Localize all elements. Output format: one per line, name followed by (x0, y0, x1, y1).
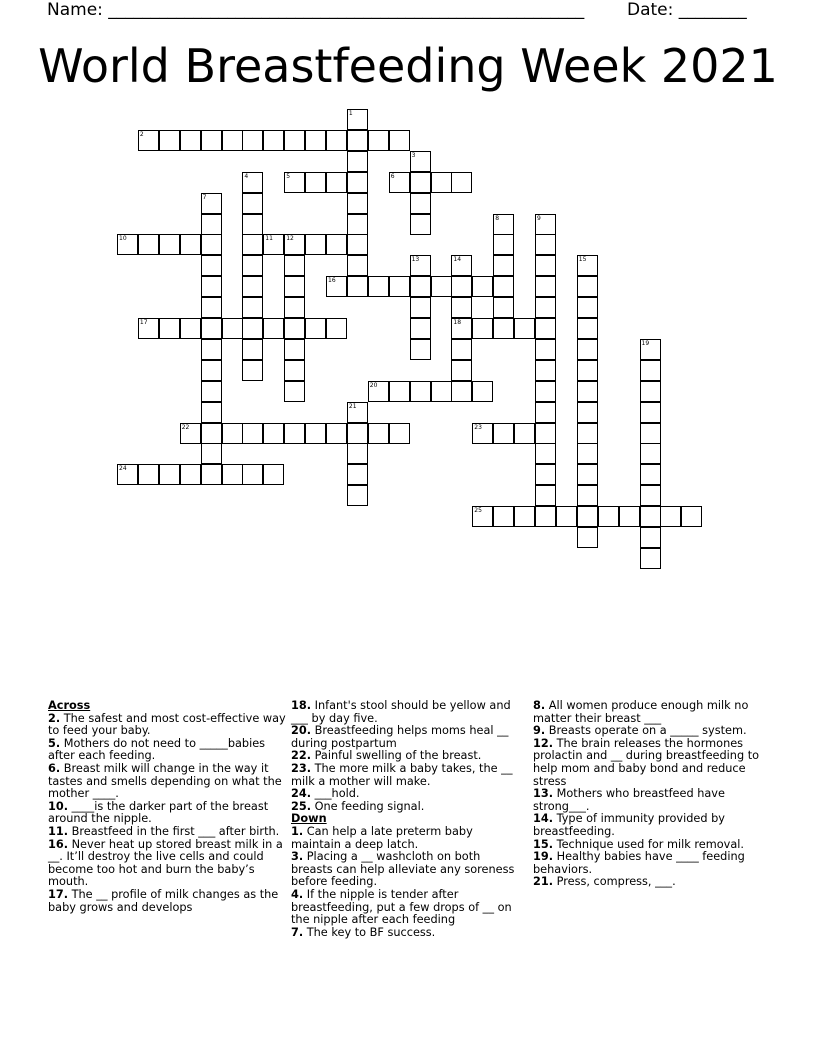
clue-item-number: 12. (533, 736, 554, 750)
clue-number: 11 (265, 235, 273, 243)
grid-cell[interactable] (535, 402, 556, 423)
grid-cell[interactable] (117, 464, 138, 485)
grid-cell[interactable] (242, 318, 263, 339)
grid-cell[interactable] (305, 234, 326, 255)
clue-item-number: 22. (291, 749, 312, 763)
grid-cell[interactable] (577, 443, 598, 464)
grid-cell[interactable] (681, 506, 702, 527)
grid-cell[interactable] (180, 464, 201, 485)
clue-item (291, 700, 523, 725)
grid-cell[interactable] (284, 130, 305, 151)
clue-item (291, 889, 523, 927)
date-field-label[interactable]: Date: ________ (627, 0, 747, 20)
clue-item-text: Breasts operate on a _____ system. (545, 724, 747, 738)
grid-cell[interactable] (138, 234, 159, 255)
clue-item-text: Breastfeeding helps moms heal __ during postpartum (291, 724, 509, 750)
grid-cell[interactable] (451, 172, 472, 193)
grid-cell[interactable] (326, 276, 347, 297)
grid-cell[interactable] (640, 485, 661, 506)
grid-cell[interactable] (640, 402, 661, 423)
grid-cell[interactable] (535, 485, 556, 506)
grid-cell[interactable] (347, 193, 368, 214)
clue-number: 12 (286, 235, 294, 243)
grid-cell[interactable] (472, 423, 493, 444)
grid-cell[interactable] (431, 276, 452, 297)
clue-number: 25 (474, 507, 482, 515)
grid-cell[interactable] (138, 130, 159, 151)
grid-cell[interactable] (138, 464, 159, 485)
clue-number: 18 (453, 319, 462, 326)
clue-item-text: Type of immunity provided by breastfeeding. (533, 812, 725, 838)
grid-cell[interactable] (577, 339, 598, 360)
grid-cell[interactable] (577, 255, 598, 276)
grid-cell[interactable] (347, 423, 368, 444)
grid-cell[interactable] (493, 255, 514, 276)
grid-cell[interactable] (640, 548, 661, 569)
grid-cell[interactable] (242, 360, 263, 381)
grid-cell[interactable] (535, 318, 556, 339)
grid-cell[interactable] (389, 276, 410, 297)
grid-cell[interactable] (535, 276, 556, 297)
clue-item-number: 23. (291, 761, 312, 775)
clue-item (291, 725, 523, 750)
clue-item-text: The more milk a baby takes, the __ milk a mother will make. (291, 761, 513, 788)
grid-cell[interactable] (410, 255, 431, 276)
clue-item-number: 10. (48, 799, 69, 813)
clues-column-1 (48, 700, 286, 914)
clue-item-number: 21. (533, 875, 554, 889)
grid-cell[interactable] (284, 360, 305, 381)
clue-item-text: Infant's stool should be yellow and ___ by day five. (291, 699, 511, 725)
clue-number: 15 (578, 256, 587, 264)
grid-cell[interactable] (472, 318, 493, 339)
clue-item (291, 826, 523, 851)
clue-item (533, 788, 771, 813)
clue-item-text: The key to BF success. (303, 925, 436, 939)
clue-item (291, 763, 523, 788)
clues-column-2 (291, 700, 523, 939)
grid-cell[interactable] (451, 339, 472, 360)
grid-cell[interactable] (284, 255, 305, 276)
grid-cell[interactable] (201, 443, 222, 464)
clue-number: 5 (286, 172, 291, 180)
grid-cell[interactable] (347, 214, 368, 235)
grid-cell[interactable] (263, 423, 284, 444)
clue-item-number: 14. (533, 812, 554, 826)
grid-cell[interactable] (138, 318, 159, 339)
clue-item-number: 16. (48, 837, 69, 851)
clue-item-number: 7. (291, 925, 304, 939)
grid-cell[interactable] (535, 339, 556, 360)
grid-cell[interactable] (535, 214, 556, 235)
grid-cell[interactable] (368, 423, 389, 444)
clue-item-number: 8. (533, 699, 546, 712)
grid-cell[interactable] (284, 276, 305, 297)
grid-cell[interactable] (493, 276, 514, 297)
grid-cell[interactable] (305, 318, 326, 339)
grid-cell[interactable] (347, 464, 368, 485)
clue-item-text: ___hold. (311, 787, 360, 801)
clue-item (533, 738, 771, 788)
clue-section-header: Down (291, 812, 327, 826)
grid-cell[interactable] (242, 423, 263, 444)
clue-item-text: Placing a __ washcloth on both breasts can help alleviate any soreness before feeding. (291, 850, 515, 889)
grid-cell[interactable] (535, 443, 556, 464)
clue-item (533, 813, 771, 838)
grid-cell[interactable] (368, 381, 389, 402)
grid-cell[interactable] (514, 506, 535, 527)
grid-cell[interactable] (410, 381, 431, 402)
grid-cell[interactable] (535, 297, 556, 318)
clue-number: 4 (244, 172, 249, 180)
clue-number: 20 (369, 381, 378, 389)
grid-cell[interactable] (535, 360, 556, 381)
grid-cell[interactable] (201, 130, 222, 151)
grid-cell[interactable] (305, 172, 326, 193)
grid-cell[interactable] (368, 276, 389, 297)
grid-cell[interactable] (556, 506, 577, 527)
grid-cell[interactable] (451, 255, 472, 276)
clue-item-text: ____is the darker part of the breast around the nipple. (48, 799, 269, 826)
grid-cell[interactable] (201, 318, 222, 339)
clue-number: 24 (119, 465, 127, 473)
grid-cell[interactable] (242, 297, 263, 318)
clue-item-text: Painful swelling of the breast. (311, 749, 482, 763)
grid-cell[interactable] (514, 318, 535, 339)
clue-item-text: If the nipple is tender after breastfeeding, put a few drops of __ on the nipple after each feeding (291, 887, 512, 927)
clue-item-text: One feeding signal. (311, 799, 425, 813)
grid-cell[interactable] (535, 381, 556, 402)
grid-cell[interactable] (451, 318, 472, 339)
grid-cell[interactable] (640, 360, 661, 381)
grid-cell[interactable] (347, 255, 368, 276)
grid-cell[interactable] (535, 255, 556, 276)
grid-cell[interactable] (577, 464, 598, 485)
grid-cell[interactable] (347, 151, 368, 172)
grid-cell[interactable] (431, 172, 452, 193)
clue-item-number: 1. (291, 824, 304, 838)
grid-cell[interactable] (493, 214, 514, 235)
clue-number: 22 (181, 423, 190, 431)
grid-cell[interactable] (410, 297, 431, 318)
clue-number: 7 (202, 193, 207, 201)
clue-item-number: 25. (291, 799, 312, 813)
grid-cell[interactable] (640, 381, 661, 402)
grid-cell[interactable] (242, 464, 263, 485)
grid-cell[interactable] (410, 339, 431, 360)
grid-cell[interactable] (410, 172, 431, 193)
grid-cell[interactable] (431, 381, 452, 402)
clue-item-text: Never heat up stored breast milk in a __. It’ll destroy the live cells and could become too hot and burn the baby’s mouth. (48, 837, 283, 889)
clue-number: 3 (411, 151, 416, 159)
name-field-label[interactable]: Name: ________________________________________________________ (47, 0, 585, 20)
clue-number: 9 (537, 214, 541, 222)
grid-cell[interactable] (389, 423, 410, 444)
grid-cell[interactable] (242, 193, 263, 214)
grid-cell[interactable] (326, 423, 347, 444)
clue-item-text: Technique used for milk removal. (553, 837, 744, 851)
grid-cell[interactable] (472, 276, 493, 297)
clue-number: 2 (139, 130, 144, 138)
grid-cell[interactable] (577, 485, 598, 506)
grid-cell[interactable] (159, 234, 180, 255)
grid-cell[interactable] (347, 485, 368, 506)
grid-cell[interactable] (451, 297, 472, 318)
grid-cell[interactable] (577, 318, 598, 339)
grid-cell[interactable] (222, 130, 243, 151)
grid-cell[interactable] (347, 402, 368, 423)
clue-item-number: 24. (291, 787, 312, 801)
grid-cell[interactable] (451, 276, 472, 297)
grid-cell[interactable] (577, 423, 598, 444)
grid-cell[interactable] (640, 339, 661, 360)
grid-cell[interactable] (284, 234, 305, 255)
grid-cell[interactable] (242, 130, 263, 151)
clue-number: 10 (119, 235, 127, 243)
grid-cell[interactable] (535, 423, 556, 444)
grid-cell[interactable] (640, 443, 661, 464)
clue-item-number: 18. (291, 699, 312, 712)
grid-cell[interactable] (201, 255, 222, 276)
clue-item (48, 801, 286, 826)
grid-cell[interactable] (284, 381, 305, 402)
grid-cell[interactable] (451, 360, 472, 381)
grid-cell[interactable] (493, 506, 514, 527)
grid-cell[interactable] (159, 464, 180, 485)
clue-item-number: 6. (48, 761, 61, 775)
clue-item-number: 9. (533, 724, 546, 738)
grid-cell[interactable] (410, 193, 431, 214)
grid-cell[interactable] (472, 381, 493, 402)
grid-cell[interactable] (159, 318, 180, 339)
clue-item-number: 19. (533, 850, 554, 864)
grid-cell[interactable] (201, 276, 222, 297)
grid-cell[interactable] (368, 130, 389, 151)
clue-item-number: 11. (48, 824, 69, 838)
grid-cell[interactable] (577, 527, 598, 548)
grid-cell[interactable] (535, 464, 556, 485)
clue-item-number: 20. (291, 724, 312, 738)
clue-item (48, 839, 286, 889)
grid-cell[interactable] (389, 172, 410, 193)
grid-cell[interactable] (242, 172, 263, 193)
clue-number: 16 (328, 277, 336, 285)
clue-item-text: All women produce enough milk no matter their breast ___ (533, 699, 749, 725)
grid-cell[interactable] (577, 360, 598, 381)
grid-cell[interactable] (535, 234, 556, 255)
grid-cell[interactable] (201, 423, 222, 444)
grid-cell[interactable] (242, 214, 263, 235)
grid-cell[interactable] (305, 130, 326, 151)
grid-cell[interactable] (535, 506, 556, 527)
grid-cell[interactable] (389, 130, 410, 151)
clue-number: 8 (495, 214, 500, 222)
grid-cell[interactable] (201, 402, 222, 423)
grid-cell[interactable] (410, 151, 431, 172)
grid-cell[interactable] (347, 443, 368, 464)
grid-cell[interactable] (347, 234, 368, 255)
clue-item-text: Breastfeed in the first ___ after birth. (68, 824, 280, 838)
grid-cell[interactable] (117, 234, 138, 255)
grid-cell[interactable] (263, 464, 284, 485)
grid-cell[interactable] (201, 297, 222, 318)
clue-item-number: 3. (291, 850, 304, 864)
clue-item (291, 927, 523, 940)
clue-item (533, 851, 771, 876)
grid-cell[interactable] (222, 423, 243, 444)
grid-cell[interactable] (410, 276, 431, 297)
grid-cell[interactable] (263, 318, 284, 339)
grid-cell[interactable] (660, 506, 681, 527)
clue-item-number: 15. (533, 837, 554, 851)
grid-cell[interactable] (577, 506, 598, 527)
clue-item (48, 713, 286, 738)
clue-item-text: The __ profile of milk changes as the baby grows and develops (48, 887, 279, 914)
grid-cell[interactable] (222, 318, 243, 339)
clue-number: 1 (348, 110, 353, 117)
grid-cell[interactable] (577, 297, 598, 318)
clue-item-number: 17. (48, 887, 69, 901)
grid-cell[interactable] (284, 318, 305, 339)
grid-cell[interactable] (598, 506, 619, 527)
grid-cell[interactable] (201, 193, 222, 214)
grid-cell[interactable] (180, 130, 201, 151)
grid-cell[interactable] (201, 339, 222, 360)
clue-item-text: The brain releases the hormones prolactin and __ during breastfeeding to help mom and baby bond and reduce stress (533, 736, 760, 788)
grid-cell[interactable] (201, 214, 222, 235)
grid-cell[interactable] (242, 339, 263, 360)
grid-cell[interactable] (451, 381, 472, 402)
clue-number: 19 (641, 339, 650, 347)
clue-item-text: Healthy babies have ____ feeding behaviors. (533, 850, 745, 876)
clue-section-header: Across (48, 699, 91, 712)
grid-cell[interactable] (493, 297, 514, 318)
grid-cell[interactable] (410, 318, 431, 339)
grid-cell[interactable] (389, 381, 410, 402)
grid-cell[interactable] (577, 381, 598, 402)
grid-cell[interactable] (640, 506, 661, 527)
grid-cell[interactable] (640, 527, 661, 548)
clue-item-text: Mothers who breastfeed have strong___. (533, 787, 725, 813)
page-title: World Breastfeeding Week 2021 (38, 39, 778, 93)
grid-cell[interactable] (180, 423, 201, 444)
clue-number: 14 (453, 256, 462, 264)
grid-cell[interactable] (640, 464, 661, 485)
grid-cell[interactable] (180, 234, 201, 255)
grid-cell[interactable] (577, 402, 598, 423)
grid-cell[interactable] (201, 360, 222, 381)
clue-item (291, 851, 523, 889)
grid-cell[interactable] (326, 318, 347, 339)
grid-cell[interactable] (242, 234, 263, 255)
grid-cell[interactable] (180, 318, 201, 339)
clue-item-text: Press, compress, ___. (553, 875, 676, 889)
grid-cell[interactable] (242, 255, 263, 276)
grid-cell[interactable] (263, 130, 284, 151)
grid-cell[interactable] (222, 464, 243, 485)
grid-cell[interactable] (201, 464, 222, 485)
clue-item (48, 763, 286, 801)
grid-cell[interactable] (201, 234, 222, 255)
grid-cell[interactable] (263, 234, 284, 255)
clue-number: 23 (474, 423, 482, 431)
grid-cell[interactable] (284, 339, 305, 360)
grid-cell[interactable] (347, 130, 368, 151)
clue-item-text: Can help a late preterm baby maintain a deep latch. (291, 824, 473, 851)
clue-item-text: The safest and most cost-effective way to feed your baby. (48, 711, 286, 738)
clue-number: 17 (139, 319, 148, 326)
clue-item-text: Breast milk will change in the way it tastes and smells depending on what the mother ____. (48, 761, 282, 801)
grid-cell[interactable] (201, 381, 222, 402)
grid-cell[interactable] (159, 130, 180, 151)
clue-item-number: 2. (48, 711, 61, 725)
clue-item-text: Mothers do not need to _____babies after each feeding. (48, 736, 266, 763)
clues-column-3 (533, 700, 771, 889)
clue-item-number: 4. (291, 887, 304, 901)
grid-cell[interactable] (347, 109, 368, 130)
grid-cell[interactable] (305, 423, 326, 444)
grid-cell[interactable] (577, 276, 598, 297)
clue-item-number: 13. (533, 787, 554, 801)
grid-cell[interactable] (493, 318, 514, 339)
grid-cell[interactable] (284, 423, 305, 444)
grid-cell[interactable] (472, 506, 493, 527)
clue-item (533, 700, 771, 725)
clue-item (48, 738, 286, 763)
clue-item (48, 889, 286, 914)
clue-number: 21 (348, 402, 357, 410)
grid-cell[interactable] (326, 234, 347, 255)
grid-cell[interactable] (242, 276, 263, 297)
grid-cell[interactable] (326, 130, 347, 151)
grid-cell[interactable] (640, 423, 661, 444)
grid-cell[interactable] (514, 423, 535, 444)
grid-cell[interactable] (347, 276, 368, 297)
grid-cell[interactable] (284, 172, 305, 193)
grid-cell[interactable] (326, 172, 347, 193)
clue-item-number: 5. (48, 736, 61, 750)
grid-cell[interactable] (347, 172, 368, 193)
grid-cell[interactable] (284, 297, 305, 318)
clue-number: 13 (411, 256, 420, 264)
grid-cell[interactable] (493, 234, 514, 255)
grid-cell[interactable] (493, 423, 514, 444)
clue-item (533, 876, 771, 889)
grid-cell[interactable] (619, 506, 640, 527)
grid-cell[interactable] (410, 214, 431, 235)
clue-number: 6 (390, 172, 395, 180)
